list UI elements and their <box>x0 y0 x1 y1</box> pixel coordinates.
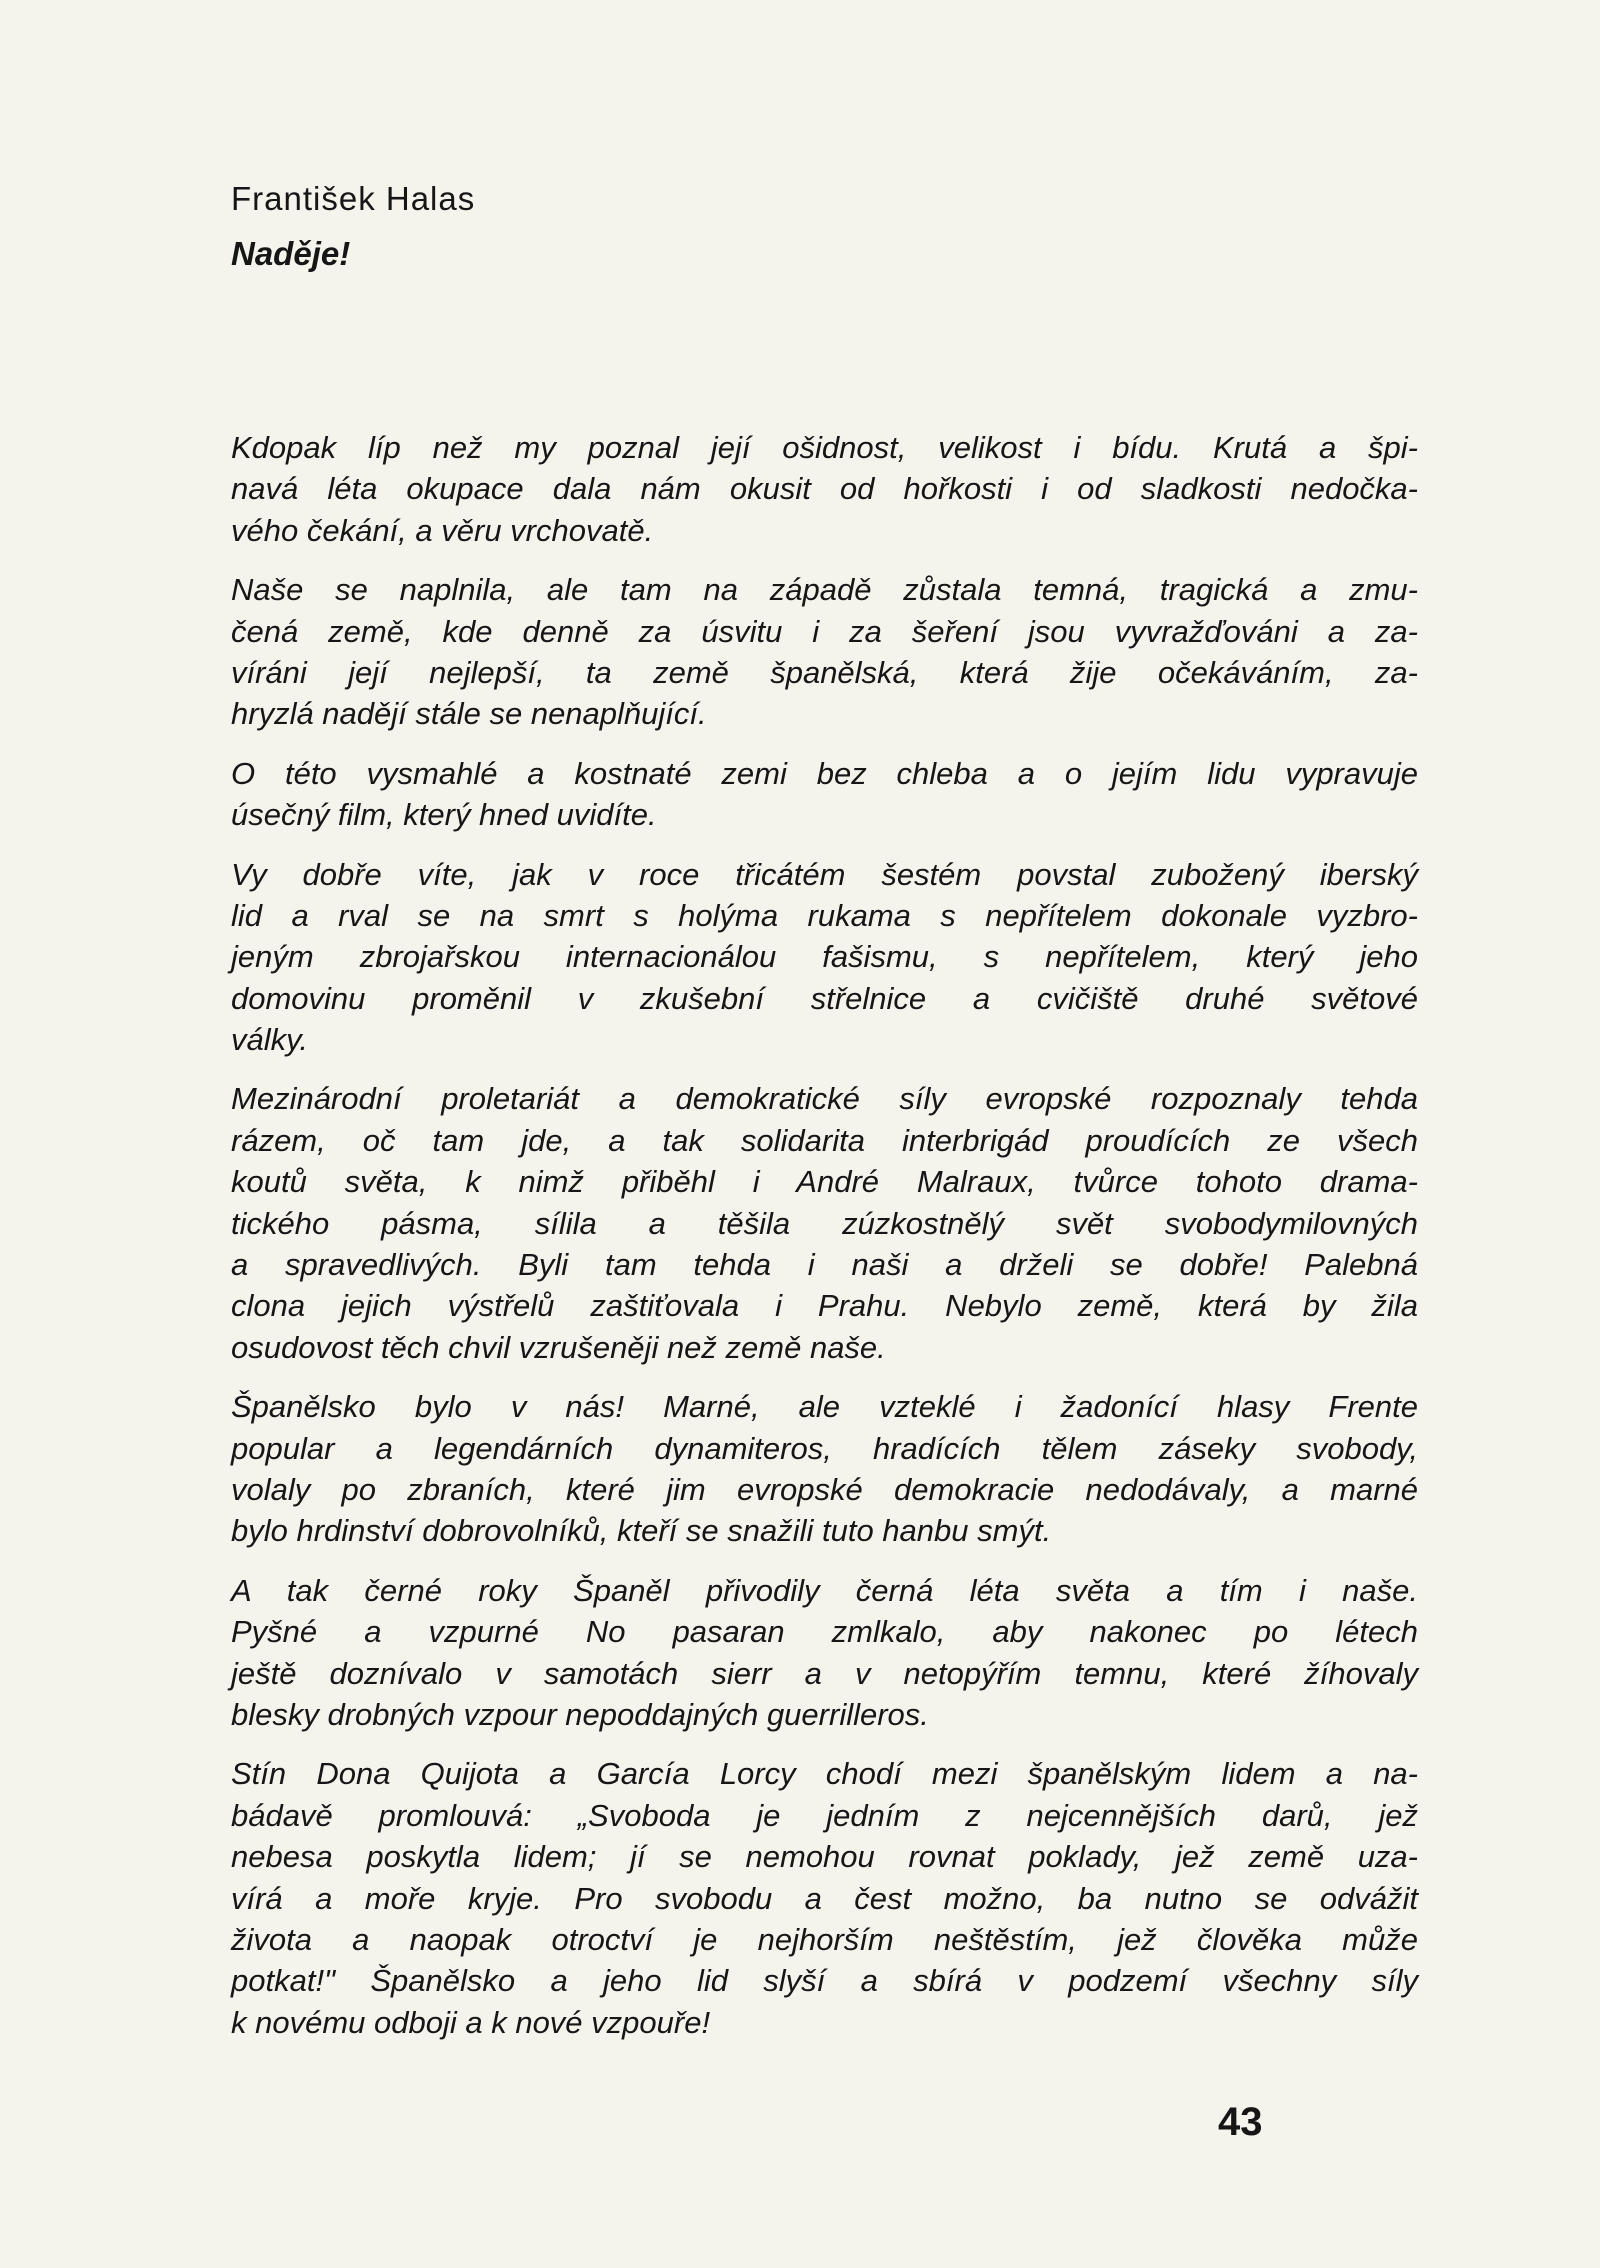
text-line: vírá a moře kryje. Pro svobodu a čest možno, ba nutno se odvážit <box>231 1880 1418 1916</box>
paragraph <box>231 1570 1418 1736</box>
text-line: Kdopak líp než my poznal její ošidnost, velikost i bídu. Krutá a špi- <box>231 430 1418 465</box>
author-name: František Halas <box>231 180 476 217</box>
text-line: O této vysmahlé a kostnaté zemi bez chleba a o jejím lidu vypravuje <box>231 755 1418 791</box>
paragraph <box>231 569 1418 735</box>
paragraph <box>231 854 1418 1061</box>
text-line: života a naopak otroctví je nejhorším neštěstím, jež člověka může <box>231 1921 1418 1957</box>
text-line: A tak černé roky Španěl přivodily černá léta světa a tím i naše. <box>231 1572 1418 1608</box>
text-line: vého čekání, a věru vrchovatě. <box>231 512 654 548</box>
text-line: Stín Dona Quijota a García Lorcy chodí mezi španělským lidem a na- <box>231 1756 1418 1792</box>
text-line: k novému odboji a k nové vzpouře! <box>231 2004 711 2040</box>
text-line: Vy dobře víte, jak v roce třicátém šestém povstal zubožený iberský <box>231 856 1418 892</box>
article-title: Naděje! <box>231 235 351 272</box>
text-line: a spravedlivých. Byli tam tehda i naši a drželi se dobře! Palebná <box>231 1247 1418 1283</box>
text-line: bádavě promlouvá: „Svoboda je jedním z nejcennějších darů, jež <box>231 1797 1418 1833</box>
text-line: popular a legendárních dynamiteros, hradících tělem záseky svobody, <box>231 1430 1418 1466</box>
text-line: domovinu proměnil v zkušební střelnice a cvičiště druhé světové <box>231 980 1418 1016</box>
text-line: Pyšné a vzpurné No pasaran zmlkalo, aby nakonec po létech <box>231 1614 1418 1650</box>
paragraph <box>231 1753 1418 2043</box>
paragraph <box>231 1078 1418 1368</box>
text-line: lid a rval se na smrt s holýma rukama s nepřítelem dokonale vyzbro- <box>231 897 1418 933</box>
text-line: koutů světa, k nimž přiběhl i André Malraux, tvůrce tohoto drama- <box>231 1164 1418 1200</box>
text-line: nebesa poskytla lidem; jí se nemohou rovnat poklady, jež země uza- <box>231 1839 1418 1875</box>
text-line: Mezinárodní proletariát a demokratické síly evropské rozpoznaly tehda <box>231 1081 1418 1117</box>
text-line: úsečný film, který hned uvidíte. <box>231 797 657 833</box>
text-line: volaly po zbraních, které jim evropské demokracie nedodávaly, a marné <box>231 1471 1418 1507</box>
text-line: osudovost těch chvil vzrušeněji než země naše. <box>231 1329 886 1365</box>
text-line: čená země, kde denně za úsvitu i za šeření jsou vyvražďováni a za- <box>231 613 1418 649</box>
text-line: blesky drobných vzpour nepoddajných guerrilleros. <box>231 1696 929 1732</box>
text-line: bylo hrdinství dobrovolníků, kteří se snažili tuto hanbu smýt. <box>231 1513 1052 1549</box>
text-line: clona jejich výstřelů zaštiťovala i Prahu. Nebylo země, která by žila <box>231 1288 1418 1324</box>
body-text <box>231 427 1418 2061</box>
text-line: jeným zbrojařskou internacionálou fašismu, s nepřítelem, který jeho <box>231 939 1418 975</box>
text-line: ještě doznívalo v samotách sierr a v netopýřím temnu, které žíhovaly <box>231 1655 1418 1691</box>
text-line: potkat!" Španělsko a jeho lid slyší a sbírá v podzemí všechny síly <box>231 1963 1418 1999</box>
text-line: navá léta okupace dala nám okusit od hořkosti i od sladkosti nedočka- <box>231 471 1418 507</box>
text-line: války. <box>231 1022 308 1058</box>
text-line: Španělsko bylo v nás! Marné, ale vzteklé i žadonící hlasy Frente <box>231 1389 1418 1425</box>
text-line: víráni její nejlepší, ta země španělská, která žije očekáváním, za- <box>231 654 1418 690</box>
paragraph <box>231 1386 1418 1552</box>
text-line: rázem, oč tam jde, a tak solidarita interbrigád proudících ze všech <box>231 1122 1418 1158</box>
paragraph <box>231 753 1418 836</box>
paragraph <box>231 427 1418 551</box>
text-line: hryzlá nadějí stále se nenaplňující. <box>231 696 707 732</box>
text-line: Naše se naplnila, ale tam na západě zůstala temná, tragická a zmu- <box>231 572 1418 608</box>
page-number: 43 <box>1218 2100 1263 2144</box>
text-line: tického pásma, sílila a těšila zúzkostnělý svět svobodymilovných <box>231 1205 1418 1241</box>
